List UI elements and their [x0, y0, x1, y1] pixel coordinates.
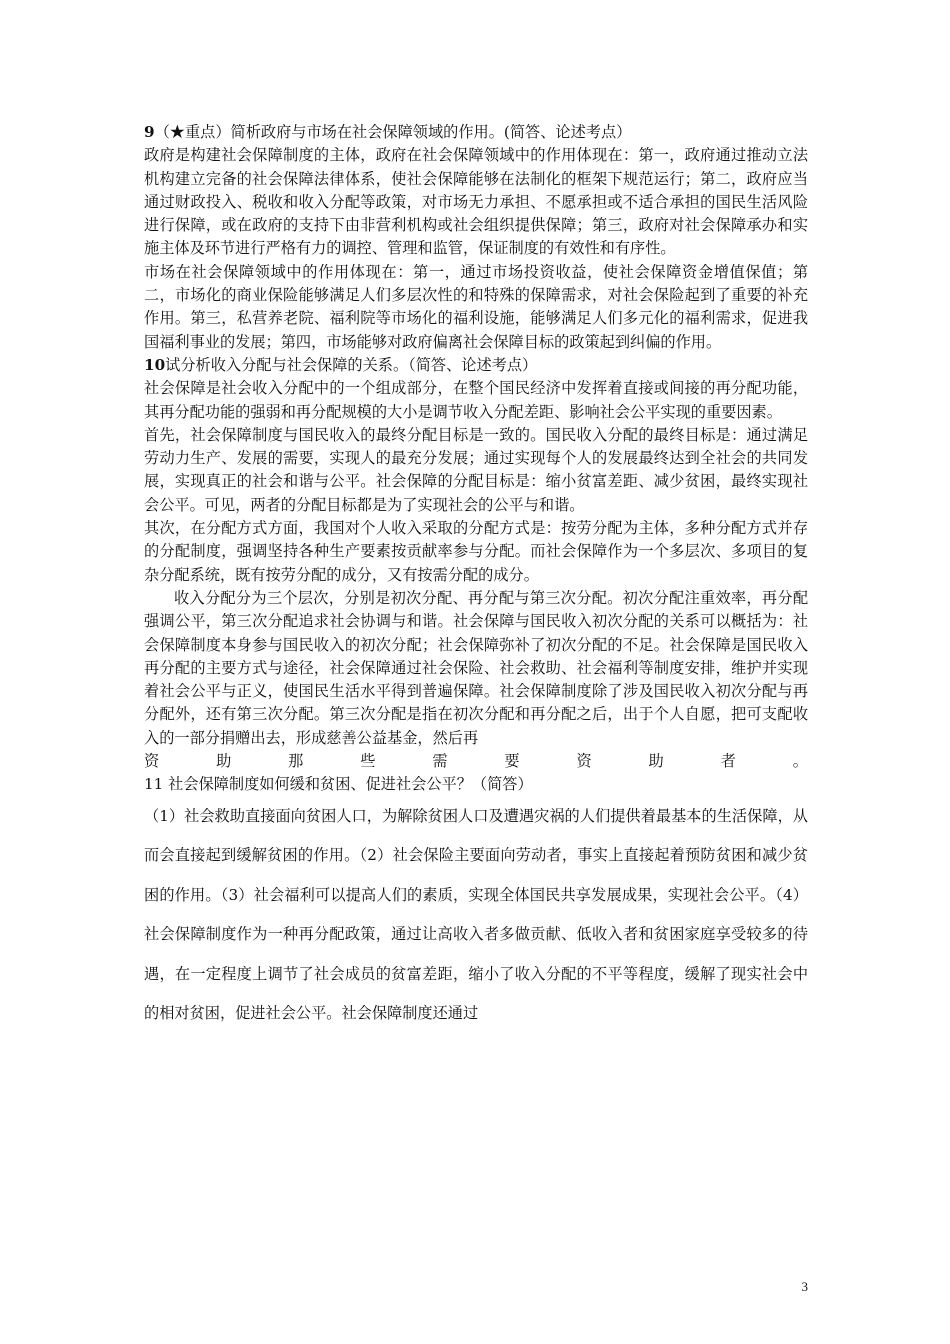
- section-10-paragraph-levels: 收入分配分为三个层次，分别是初次分配、再分配与第三次分配。初次分配注重效率，再分配强调公平，第三次分配追求社会协调与和谐。社会保障与国民收入初次分配的关系可以概括为：社会保障制度本身参与国民收入的初次分配；社会保障弥补了初次分配的不足。社会保障是国民收入再分配的主要方式与途径，社会保障通过社会保险、社会救助、社会福利等制度安排，维护并实现着社会公平与正义，使国民生活水平得到普遍保障。社会保障制度除了涉及国民收入初次分配与再分配外，还有第三次分配。第三次分配是指在初次分配和再分配之后，出于个人自愿，把可支配收入的一部分捐赠出去，形成慈善公益基金，然后再: [144, 588, 808, 747]
- section-9-number: 9: [144, 123, 155, 141]
- section-10-title: 试分析收入分配与社会保障的关系。（简答、论述考点）: [165, 355, 538, 374]
- last-line-char: 助: [648, 752, 664, 771]
- last-line-char: 者: [720, 752, 736, 771]
- last-line-char: 资: [576, 752, 592, 771]
- section-10-heading: [144, 354, 808, 377]
- section-10-paragraph-second: 其次，在分配方式方面，我国对个人收入采取的分配方式是：按劳分配为主体，多种分配方式并存的分配制度，强调坚持各种生产要素按贡献率参与分配。而社会保障作为一个多层次、多项目的复杂分配系统，既有按劳分配的成分，又有按需分配的成分。: [144, 519, 808, 584]
- last-line-char: 需: [432, 752, 448, 771]
- last-line-char: 。: [792, 752, 808, 771]
- section-9-heading: [144, 121, 808, 144]
- section-10-paragraph-intro: 社会保障是社会收入分配中的一个组成部分，在整个国民经济中发挥着直接或间接的再分配功能，其再分配功能的强弱和再分配规模的大小是调节收入分配差距、影响社会公平实现的重要因素。: [144, 379, 808, 421]
- last-line-char: 助: [216, 752, 232, 771]
- section-11-heading: 11 社会保障制度如何缓和贫困、促进社会公平？（简答）: [144, 775, 533, 794]
- section-9-paragraph-market: 市场在社会保障领域中的作用体现在：第一，通过市场投资收益，使社会保障资金增值保值；第二，市场化的商业保险能够满足人们多层次性的和特殊的保障需求，对社会保险起到了重要的补充作用。第三，私营养老院、福利院等市场化的福利设施，能够满足人们多元化的福利需求，促进我国福利事业的发展；第四，市场能够对政府偏离社会保障目标的政策起到纠偏的作用。: [144, 262, 808, 351]
- section-9-title: （★重点）简析政府与市场在社会保障领域的作用。(简答、论述考点）: [154, 123, 632, 141]
- page-content: [144, 121, 808, 1034]
- section-10-number: 10: [144, 355, 166, 374]
- last-line-char: 资: [144, 752, 160, 771]
- section-10-paragraph-first: 首先，社会保障制度与国民收入的最终分配目标是一致的。国民收入分配的最终目标是：通过满足劳动力生产、发展的需要，实现人的最充分发展；通过实现每个人的发展最终达到全社会的共同发展，实现真正的社会和谐与公平。社会保障的分配目标是：缩小贫富差距、减少贫困，最终实现社会公平。可见，两者的分配目标都是为了实现社会的公平与和谐。: [144, 425, 808, 514]
- section-10-paragraph-levels-last-line: [144, 750, 808, 773]
- section-11-body: （1）社会救助直接面向贫困人口，为解除贫困人口及遭遇灾祸的人们提供着最基本的生活保障，从而会直接起到缓解贫困的作用。（2）社会保险主要面向劳动者，事实上直接起着预防贫困和减少贫困的作用。（3）社会福利可以提高人们的素质，实现全体国民共享发展成果，实现社会公平。（4）社会保障制度作为一种再分配政策，通过让高收入者多做贡献、低收入者和贫困家庭享受较多的待遇，在一定程度上调节了社会成员的贫富差距，缩小了收入分配的不平等程度，缓解了现实社会中的相对贫困，促进社会公平。社会保障制度还通过: [144, 806, 808, 1023]
- page-number: 3: [801, 1279, 808, 1294]
- last-line-char: 要: [504, 752, 520, 771]
- last-line-char: 些: [360, 752, 376, 771]
- section-9-paragraph-government: 政府是构建社会保障制度的主体，政府在社会保障领域中的作用体现在：第一，政府通过推动立法机构建立完备的社会保障法律体系，使社会保障能够在法制化的框架下规范运行；第二，政府应当通过财政投入、税收和收入分配等政策，对市场无力承担、不愿承担或不适合承担的国民生活风险进行保障，或在政府的支持下由非营利机构或社会组织提供保障；第三，政府对社会保障承办和实施主体及环节进行严格有力的调控、管理和监管，保证制度的有效性和有序性。: [144, 146, 808, 258]
- last-line-char: 那: [288, 752, 304, 771]
